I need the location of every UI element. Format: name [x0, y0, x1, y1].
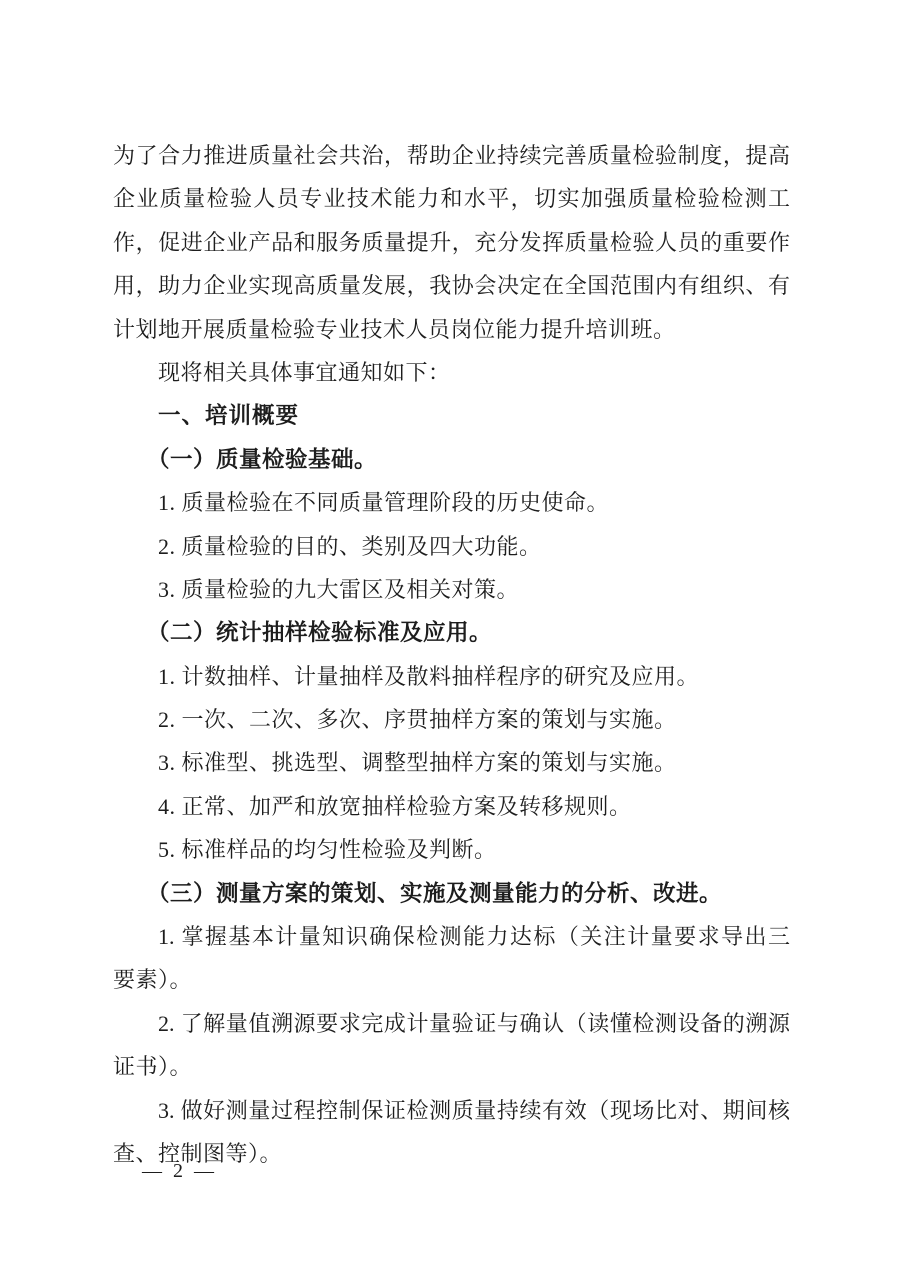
list-item-line: 4. 正常、加严和放宽抽样检验方案及转移规则。	[158, 793, 632, 819]
list-item-line: 2. 一次、二次、多次、序贯抽样方案的策划与实施。	[158, 707, 677, 733]
body-line: 用，助力企业实现高质量发展，我协会决定在全国范围内有组织、有	[113, 273, 790, 299]
list-item-line: 证书）。	[113, 1054, 193, 1080]
body-line: 企业质量检验人员专业技术能力和水平，切实加强质量检验检测工	[113, 186, 790, 212]
body-line: 作，促进企业产品和服务质量提升，充分发挥质量检验人员的重要作	[113, 229, 790, 255]
list-item-line: 1. 掌握基本计量知识确保检测能力达标（关注计量要求导出三	[158, 924, 790, 950]
page-number: — 2 —	[142, 1160, 217, 1182]
subsection-heading: （二）统计抽样检验标准及应用。	[147, 620, 493, 646]
list-item-line: 3. 做好测量过程控制保证检测质量持续有效（现场比对、期间核	[158, 1097, 790, 1123]
list-item-line: 1. 质量检验在不同质量管理阶段的历史使命。	[158, 490, 610, 516]
list-item-line: 要素）。	[113, 967, 193, 993]
list-item-line: 5. 标准样品的均匀性检验及判断。	[158, 837, 497, 863]
list-item-line: 1. 计数抽样、计量抽样及散料抽样程序的研究及应用。	[158, 663, 700, 689]
document-body	[113, 134, 790, 1175]
list-item-line: 3. 质量检验的九大雷区及相关对策。	[158, 576, 520, 602]
subsection-heading: （三）测量方案的策划、实施及测量能力的分析、改进。	[147, 880, 723, 906]
section-heading: 一、培训概要	[158, 403, 300, 429]
list-item-line: 查、控制图等）。	[113, 1140, 283, 1166]
list-item-line: 2. 了解量值溯源要求完成计量验证与确认（读懂检测设备的溯源	[158, 1010, 790, 1036]
subsection-heading: （一）质量检验基础。	[147, 446, 378, 472]
list-item-line: 2. 质量检验的目的、类别及四大功能。	[158, 533, 542, 559]
body-line: 计划地开展质量检验专业技术人员岗位能力提升培训班。	[113, 316, 676, 342]
body-line: 现将相关具体事宜通知如下：	[158, 359, 451, 385]
body-line: 为了合力推进质量社会共治，帮助企业持续完善质量检验制度，提高	[113, 143, 790, 168]
list-item-line: 3. 标准型、挑选型、调整型抽样方案的策划与实施。	[158, 750, 677, 776]
